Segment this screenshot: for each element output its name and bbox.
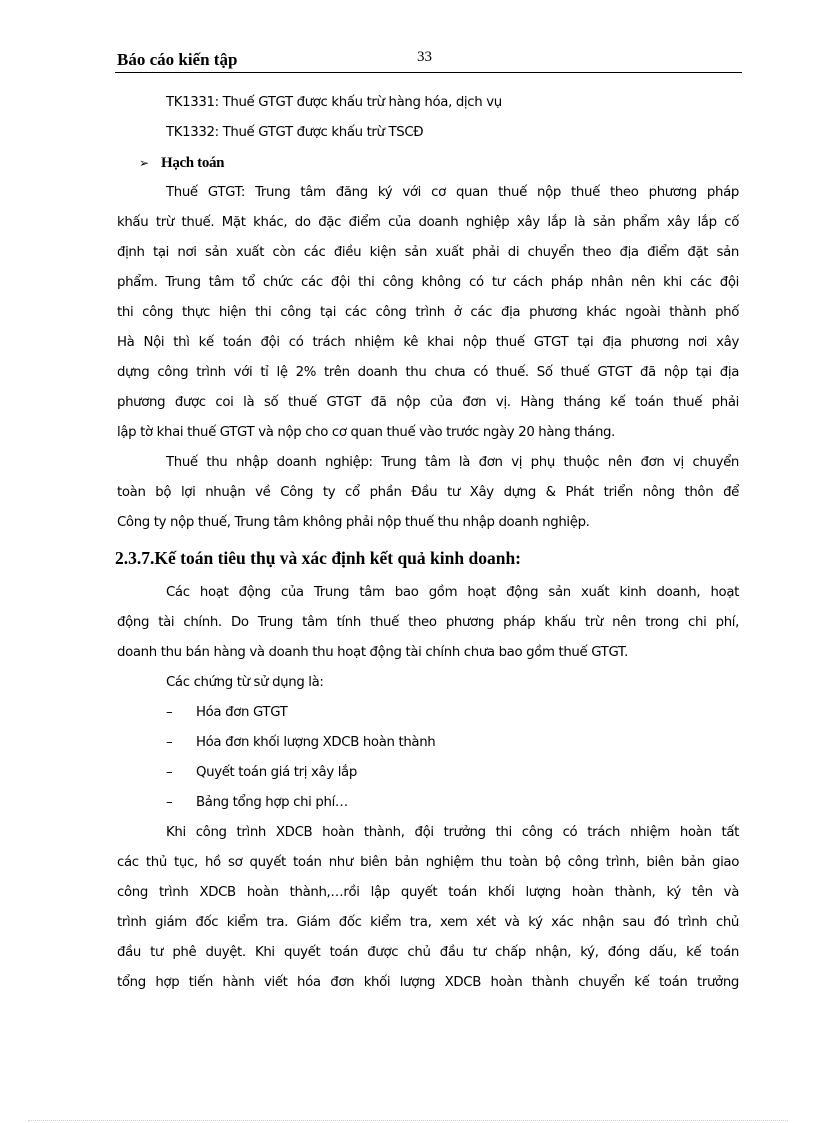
text-line: công trình XDCB hoàn thành,…rồi lập quyết toán khối lượng hoàn thành, ký tên và	[117, 885, 739, 900]
dash-bullet: –	[166, 705, 173, 720]
text-line: Khi công trình XDCB hoàn thành, đội trưởng thi công có trách nhiệm hoàn tất	[166, 825, 739, 840]
dash-bullet: –	[166, 765, 173, 780]
list-item	[117, 758, 739, 788]
text-line: Các chứng từ sử dụng là:	[166, 675, 324, 690]
subheading-hach-toan	[117, 148, 739, 178]
text-line: toàn bộ lợi nhuận về Công ty cổ phần Đầu tư Xây dựng & Phát triển nông thôn để	[117, 485, 739, 500]
text-line: trình giám đốc kiểm tra. Giám đốc kiểm tra, xem xét và ký xác nhận sau đó trình chủ	[117, 915, 739, 930]
list-item	[117, 728, 739, 758]
text-line: dựng công trình với tỉ lệ 2% trên doanh thu chưa có thuế. Số thuế GTGT đã nộp tại địa	[117, 365, 739, 380]
section-heading: 2.3.7.Kế toán tiêu thụ và xác định kết quả kinh doanh:	[115, 548, 522, 568]
page-number: 33	[417, 49, 432, 65]
document-body	[117, 88, 739, 998]
text-line: Hà Nội thì kế toán đội có trách nhiệm kê khai nộp thuế GTGT tại địa phương nơi xây	[117, 335, 739, 350]
dash-bullet: –	[166, 735, 173, 750]
text-line: động tài chính. Do Trung tâm tính thuế theo phương pháp khấu trừ nên trong chi phí,	[117, 615, 739, 630]
text-line: Thuế GTGT: Trung tâm đăng ký với cơ quan thuế nộp thuế theo phương pháp	[166, 185, 739, 200]
list-item-label: Quyết toán giá trị xây lắp	[196, 765, 357, 780]
text-line: doanh thu bán hàng và doanh thu hoạt động tài chính chưa bao gồm thuế GTGT.	[117, 645, 629, 660]
dash-bullet: –	[166, 795, 173, 810]
list-item-label: Hóa đơn khối lượng XDCB hoàn thành	[196, 735, 436, 750]
text-line: các thủ tục, hồ sơ quyết toán như biên bản nghiệm thu toàn bộ công trình, biên bản giao	[117, 855, 739, 870]
subheading-label: Hạch toán	[161, 155, 225, 171]
text-line: phẩm. Trung tâm tổ chức các đội thi công không có tư cách pháp nhân nên khi các đội	[117, 275, 739, 290]
header-rule	[115, 72, 742, 73]
text-line: khấu trừ thuế. Mặt khác, do đặc điểm của doanh nghiệp xây lắp là sản phẩm xây lắp cố	[117, 215, 739, 230]
list-item	[117, 698, 739, 728]
text-line: lập tờ khai thuế GTGT và nộp cho cơ quan thuế vào trước ngày 20 hàng tháng.	[117, 425, 616, 440]
text-line: TK1332: Thuế GTGT được khấu trừ TSCĐ	[166, 125, 424, 140]
arrow-bullet-icon: ➢	[139, 156, 149, 170]
text-line: Thuế thu nhập doanh nghiệp: Trung tâm là đơn vị phụ thuộc nên đơn vị chuyển	[166, 455, 739, 470]
list-item-label: Bảng tổng hợp chi phí…	[196, 795, 348, 810]
text-line: thi công thực hiện thi công tại các công trình ở các địa phương khác ngoài thành phố	[117, 305, 739, 320]
text-line: định tại nơi sản xuất còn các điều kiện sản xuất phải di chuyển theo địa điểm đặt sản	[117, 245, 739, 260]
text-line: Các hoạt động của Trung tâm bao gồm hoạt động sản xuất kinh doanh, hoạt	[166, 585, 739, 600]
text-line: phương được coi là số thuế GTGT đã nộp của đơn vị. Hàng tháng kế toán thuế phải	[117, 395, 739, 410]
header-title: Báo cáo kiến tập	[117, 50, 238, 69]
text-line: tổng hợp tiến hành viết hóa đơn khối lượng XDCB hoàn thành chuyển kế toán trưởng	[117, 975, 739, 990]
text-line: Công ty nộp thuế, Trung tâm không phải nộp thuế thu nhập doanh nghiệp.	[117, 515, 590, 530]
text-line: TK1331: Thuế GTGT được khấu trừ hàng hóa, dịch vụ	[166, 95, 502, 110]
list-item	[117, 788, 739, 818]
footer-rule	[28, 1120, 788, 1121]
list-item-label: Hóa đơn GTGT	[196, 705, 288, 720]
text-line: đầu tư phê duyệt. Khi quyết toán được chủ đầu tư chấp nhận, ký, đóng dấu, kế toán	[117, 945, 739, 960]
